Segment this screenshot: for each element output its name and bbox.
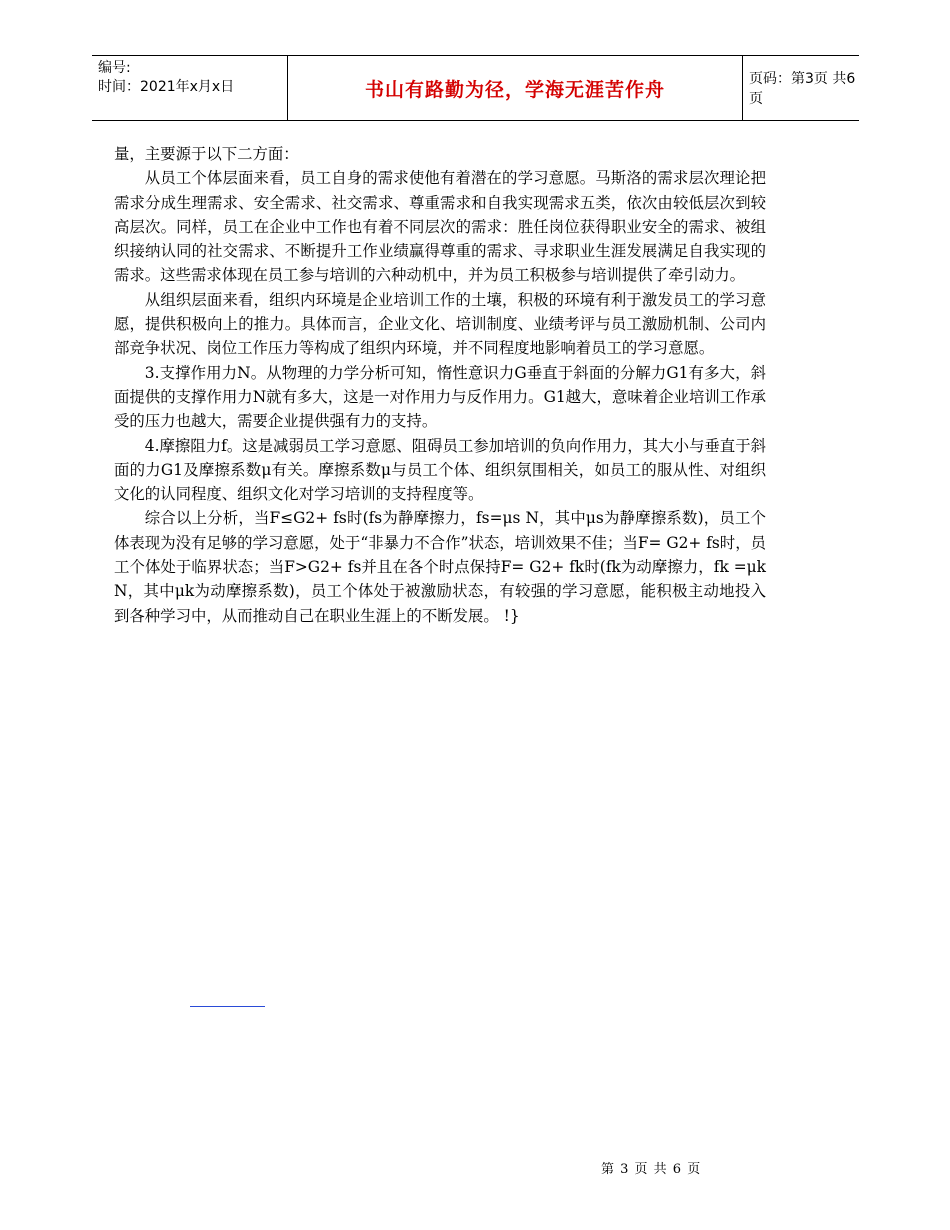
doc-number-label: 编号: (98, 60, 131, 76)
header-motto: 书山有路勤为径，学海无涯苦作舟 (287, 56, 743, 120)
header-meta (92, 56, 287, 120)
paragraph: 量，主要源于以下二方面： (114, 145, 299, 163)
paragraph: 从员工个体层面来看，员工自身的需求使他有着潜在的学习意愿。马斯洛的需求层次理论把需求分成生理需求、安全需求、社交需求、尊重需求和自我实现需求五类，依次由较低层次到较高层次。同样，员工在企业中工作也有着不同层次的需求：胜任岗位获得职业安全的需求、被组织接纳认同的社交需求、不断提升工作业绩赢得尊重的需求、寻求职业生涯发展满足自我实现的需求。这些需求体现在员工参与培训的六种动机中，并为员工积极参与培训提供了牵引动力。 (114, 169, 766, 285)
header-page-code: 页码：第3页 共6页 (749, 71, 856, 107)
paragraph: 4.摩擦阻力f。这是减弱员工学习意愿、阻碍员工参加培训的负向作用力，其大小与垂直于斜面的力G1及摩擦系数μ有关。摩擦系数μ与员工个体、组织氛围相关，如员工的服从性、对组织文化的认同程度、组织文化对学习培训的支持程度等。 (114, 436, 766, 504)
document-body (114, 142, 766, 628)
hyperlink-underline[interactable] (190, 1006, 265, 1007)
paragraph: 从组织层面来看，组织内环境是企业培训工作的土壤，积极的环境有利于激发员工的学习意愿，提供积极向上的推力。具体而言，企业文化、培训制度、业绩考评与员工激励机制、公司内部竞争状况、岗位工作压力等构成了组织内环境，并不同程度地影响着员工的学习意愿。 (114, 290, 766, 358)
doc-time-label: 时间：2021年x月x日 (98, 79, 235, 95)
paragraph: 3.支撑作用力N。从物理的力学分析可知，惰性意识力G垂直于斜面的分解力G1有多大，斜面提供的支撑作用力N就有多大，这是一对作用力与反作用力。G1越大，意味着企业培训工作承受的压力也越大，需要企业提供强有力的支持。 (114, 363, 766, 431)
paragraph: 综合以上分析，当F≤G2+ fs时(fs为静摩擦力，fs=μs N，其中μs为静摩擦系数)，员工个体表现为没有足够的学习意愿，处于“非暴力不合作”状态，培训效果不佳；当F= G2+ fs时，员工个体处于临界状态；当F>G2+ fs并且在各个时点保持F= G2+ fk时(fk为动摩擦力，fk =μk N，其中μk为动摩擦系数)，员工个体处于被激励状态，有较强的学习意愿，能积极主动地投入到各种学习中，从而推动自己在职业生涯上的不断发展。 !} (114, 509, 766, 625)
page-header (92, 55, 859, 121)
page-footer: 第 3 页 共 6 页 (601, 1162, 702, 1177)
